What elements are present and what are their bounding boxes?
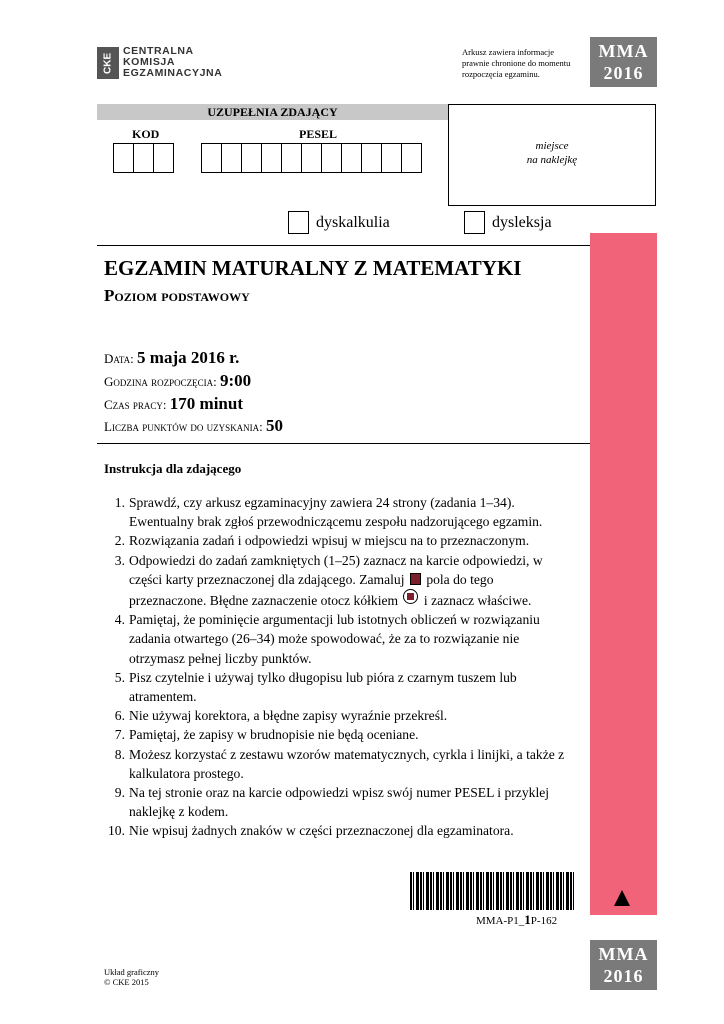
up-triangle-icon <box>614 890 630 906</box>
side-color-band <box>590 233 657 915</box>
kod-digit-box[interactable] <box>133 143 154 173</box>
instruction-number: 8. <box>114 746 125 762</box>
pesel-input[interactable] <box>201 143 421 173</box>
footer-line-2: © CKE 2015 <box>104 977 149 987</box>
pesel-digit-box[interactable] <box>201 143 222 173</box>
cke-logo <box>97 46 222 79</box>
barcode <box>410 872 574 910</box>
instruction-item <box>104 668 574 706</box>
instructions-heading: Instrukcja dla zdającego <box>104 461 242 476</box>
notice-line-2: prawnie chronione do momentu <box>462 58 571 68</box>
kod-input[interactable] <box>113 143 173 173</box>
instruction-text-part: i zaznacz właściwe. <box>423 593 532 609</box>
pesel-digit-box[interactable] <box>381 143 402 173</box>
start-label: Godzina rozpoczęcia: <box>104 374 217 389</box>
sticker-label-2: na naklejkę <box>526 154 578 166</box>
instruction-text <box>129 551 574 611</box>
dysleksja-checkbox[interactable] <box>464 211 485 234</box>
pesel-label: PESEL <box>299 127 338 141</box>
instruction-item <box>104 610 574 668</box>
exam-title: EGZAMIN MATURALNY Z MATEMATYKI <box>104 256 522 280</box>
instruction-text: Na tej stronie oraz na karcie odpowiedzi wpisz swój numer PESEL i przyklej naklejkę z kodem. <box>129 785 550 820</box>
exam-code-box-bottom <box>590 940 657 990</box>
instruction-item <box>104 551 574 611</box>
start-value: 9:00 <box>220 371 252 390</box>
pesel-digit-box[interactable] <box>361 143 382 173</box>
kod-digit-box[interactable] <box>153 143 174 173</box>
barcode-code <box>476 912 557 928</box>
exam-duration <box>104 394 243 414</box>
barcode-bold: 1 <box>524 912 531 927</box>
points-value: 50 <box>266 416 284 435</box>
kod-label: KOD <box>132 127 160 141</box>
cke-logo-text <box>123 46 222 79</box>
instruction-text: Pamiętaj, że zapisy w brudnopisie nie będą oceniane. <box>129 727 419 743</box>
instruction-text: Pisz czytelnie i używaj tylko długopisu lub pióra z czarnym tuszem lub atramentem. <box>129 669 517 705</box>
instruction-number: 9. <box>114 785 125 801</box>
instructions-list <box>104 493 574 841</box>
exam-code: MMA <box>598 944 649 964</box>
kod-digit-box[interactable] <box>113 143 134 173</box>
exam-start-time <box>104 371 251 391</box>
exam-date <box>104 348 239 368</box>
pesel-digit-box[interactable] <box>241 143 262 173</box>
filled-square-icon <box>410 573 421 585</box>
date-label: Data: <box>104 351 134 366</box>
pesel-digit-box[interactable] <box>301 143 322 173</box>
instruction-number: 6. <box>114 708 125 724</box>
instruction-text: Rozwiązania zadań i odpowiedzi wpisuj w miejscu na to przeznaczonym. <box>129 533 530 549</box>
instruction-item <box>104 706 574 725</box>
instruction-item <box>104 821 574 840</box>
exam-level: Poziom podstawowy <box>104 286 250 305</box>
duration-label: Czas pracy: <box>104 397 167 412</box>
instruction-text: Nie wpisuj żadnych znaków w części przeznaczonej dla egzaminatora. <box>129 823 514 839</box>
instruction-number: 1. <box>114 495 125 510</box>
divider-middle <box>97 443 590 444</box>
pesel-digit-box[interactable] <box>261 143 282 173</box>
pesel-digit-box[interactable] <box>321 143 342 173</box>
instruction-number: 7. <box>114 727 125 743</box>
exam-code: MMA <box>598 41 649 61</box>
footer-line-1: Układ graficzny <box>104 967 159 977</box>
instruction-number: 3. <box>114 552 125 568</box>
pesel-digit-box[interactable] <box>221 143 242 173</box>
instruction-number: 4. <box>114 612 125 628</box>
date-value: 5 maja 2016 r. <box>137 348 240 367</box>
exam-points <box>104 416 283 436</box>
instruction-text: Możesz korzystać z zestawu wzorów matematycznych, cyrkla i linijki, a także z kalkulatora prostego. <box>129 746 565 781</box>
divider-top <box>97 245 590 246</box>
instruction-text: Pamiętaj, że pominięcie argumentacji lub istotnych obliczeń w rozwiązaniu zadania otwartego (26–34) może spowodować, że za to rozwiązanie nie otrzymasz pełnej liczby punktów. <box>129 612 540 666</box>
instruction-number: 2. <box>114 533 125 549</box>
dysleksja-label: dysleksja <box>492 213 552 231</box>
duration-value: 170 minut <box>169 394 244 413</box>
instruction-item <box>104 531 574 550</box>
logo-line-1: CENTRALNA <box>123 45 194 57</box>
notice-line-3: rozpoczęcia egzaminu. <box>462 69 540 79</box>
instruction-text-part: pola do tego przeznaczone. Błędne zaznaczenie otocz kółkiem <box>129 571 494 609</box>
instruction-number: 5. <box>114 669 125 685</box>
exam-year: 2016 <box>603 63 644 83</box>
pesel-digit-box[interactable] <box>281 143 302 173</box>
pesel-digit-box[interactable] <box>401 143 422 173</box>
sticker-area[interactable] <box>448 104 656 206</box>
instruction-item <box>104 493 574 531</box>
circled-square-icon <box>403 589 418 604</box>
confidentiality-notice <box>462 47 592 80</box>
instruction-text: Nie używaj korektora, a błędne zapisy wyraźnie przekreśl. <box>129 708 448 724</box>
barcode-prefix: MMA-P1_ <box>476 915 525 927</box>
footer <box>104 967 159 987</box>
dyskalkulia-option[interactable] <box>288 211 390 234</box>
pesel-digit-box[interactable] <box>341 143 362 173</box>
notice-line-1: Arkusz zawiera informacje <box>462 47 555 57</box>
instruction-number: 10. <box>108 823 125 839</box>
instruction-item <box>104 745 574 783</box>
instruction-text-part: Odpowiedzi do zadań zamkniętych (1–25) zaznacz na karcie odpowiedzi, w części karty przeznaczonej dla zdającego. Zamaluj <box>129 552 543 587</box>
dyskalkulia-label: dyskalkulia <box>316 213 390 231</box>
fill-section-header: UZUPEŁNIA ZDAJĄCY <box>97 104 448 120</box>
exam-year: 2016 <box>603 966 644 986</box>
logo-line-2: KOMISJA <box>123 56 176 68</box>
points-label: Liczba punktów do uzyskania: <box>104 419 263 434</box>
sticker-label-1: miejsce <box>535 140 569 152</box>
instruction-text: Sprawdź, czy arkusz egzaminacyjny zawiera 24 strony (zadania 1–34). Ewentualny brak zgłoś przewodniczącemu zespołu nadzorującego egzamin. <box>129 495 543 530</box>
instruction-item <box>104 783 574 821</box>
dyskalkulia-checkbox[interactable] <box>288 211 309 234</box>
dysleksja-option[interactable] <box>464 211 552 234</box>
cke-logo-mark: CKE <box>97 47 119 79</box>
logo-line-3: EGZAMINACYJNA <box>123 67 223 79</box>
exam-code-box-top <box>590 37 657 87</box>
barcode-suffix: P-162 <box>530 915 558 927</box>
instruction-item <box>104 725 574 744</box>
